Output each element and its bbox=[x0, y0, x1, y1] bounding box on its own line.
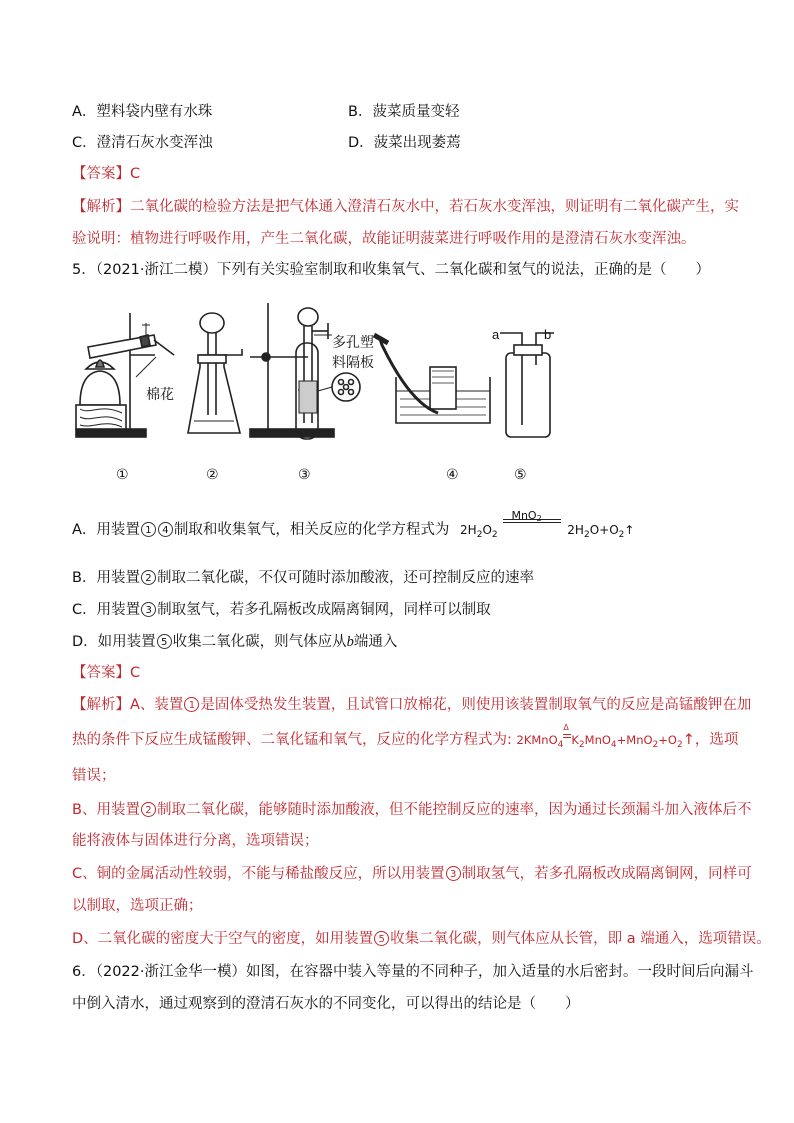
opt-a-pre: A．用装置 bbox=[72, 522, 140, 538]
label-a: a bbox=[492, 327, 500, 342]
b1-post: 制取二氧化碳，能够随时添加酸液，但不能控制反应的速率，因为通过长颈漏斗加入液体后不 bbox=[156, 802, 752, 818]
q5-analysis-b1 bbox=[72, 800, 751, 820]
q5-analysis-c1 bbox=[72, 864, 752, 884]
label-plate-2: 料隔板 bbox=[332, 354, 374, 370]
a1-pre: A、装置 bbox=[130, 697, 184, 713]
q6-stem-line1: 6．（2022·浙江金华一模）如图，在容器中装入等量的不同种子，加入适量的水后密封。一段时间后向漏斗 bbox=[72, 964, 754, 980]
q5-stem: 5．（2021·浙江二模）下列有关实验室制取和收集氧气、二氧化碳和氢气的说法，正确的是（ ） bbox=[72, 262, 710, 278]
fig-number-3: ③ bbox=[298, 467, 311, 483]
answer-label: 【答案】 bbox=[72, 166, 130, 182]
answer-value: C bbox=[130, 665, 141, 681]
eq3s: 4 bbox=[610, 740, 617, 750]
d1-pre: D、二氧化碳的密度大于空气的密度，如用装置 bbox=[72, 931, 374, 947]
q4-option-d: D．菠菜出现萎蔫 bbox=[348, 135, 461, 151]
q4-option-b: B．菠菜质量变轻 bbox=[348, 104, 460, 120]
fig-number-5: ⑤ bbox=[514, 467, 527, 483]
delta: Δ bbox=[563, 723, 569, 732]
eq4s: 2 bbox=[652, 740, 659, 750]
eq1s: 4 bbox=[557, 740, 564, 750]
opt-b-post: 制取二氧化碳，不仅可随时添加酸液，还可控制反应的速率 bbox=[156, 570, 534, 586]
analysis-label: 【解析】 bbox=[72, 199, 130, 215]
d1-post: 收集二氧化碳，则气体应从长管，即 a 端通入，选项错误。 bbox=[390, 931, 771, 947]
eq-r1: 2H bbox=[567, 523, 584, 537]
eq-l1: 2H bbox=[460, 523, 477, 537]
opt-d-b: b bbox=[346, 634, 354, 650]
q5-analysis-b2: 能将液体与固体进行分离，选项错误； bbox=[72, 833, 319, 849]
opt-d-mid: 收集二氧化碳，则气体应从 bbox=[172, 634, 347, 650]
q5-answer bbox=[72, 663, 140, 683]
q4-answer bbox=[72, 164, 140, 184]
delta-arrow bbox=[563, 723, 571, 750]
fig-number-4: ④ bbox=[446, 467, 459, 483]
eq4: +MnO bbox=[616, 733, 653, 747]
apparatus-5 bbox=[500, 333, 554, 437]
eq2s: 2 bbox=[578, 740, 585, 750]
fig-number-1: ① bbox=[116, 467, 129, 483]
apparatus-2 bbox=[188, 313, 242, 433]
q5-analysis-c2: 以制取，选项正确； bbox=[72, 898, 203, 914]
q5-option-d bbox=[72, 632, 397, 652]
catalyst-sub: 2 bbox=[536, 514, 542, 523]
circled-1: 1 bbox=[141, 522, 156, 537]
label-plate-1: 多孔塑 bbox=[332, 334, 374, 350]
eq3: MnO bbox=[584, 733, 611, 747]
q5-analysis-d1 bbox=[72, 929, 771, 949]
eq-r3: O+O bbox=[589, 523, 619, 537]
label-b: b bbox=[544, 327, 552, 342]
q5-analysis-a2 bbox=[72, 723, 739, 755]
q6-stem-line2: 中倒入清水，通过观察到的澄清石灰水的不同变化，可以得出的结论是（ ） bbox=[72, 996, 580, 1012]
b1-pre: B、用装置 bbox=[72, 802, 140, 818]
eq6: ↑，选项 bbox=[682, 732, 739, 748]
c1-pre: C、铜的金属活动性较弱，不能与稀盐酸反应，所以用装置 bbox=[72, 866, 445, 882]
eq-catalyst bbox=[511, 506, 541, 529]
apparatus-figure bbox=[70, 295, 570, 485]
eq-r5: ↑ bbox=[624, 523, 635, 537]
q4-analysis-line1 bbox=[72, 197, 739, 217]
apparatus-1 bbox=[76, 313, 174, 437]
kmno4-equation bbox=[516, 723, 683, 750]
circled-3: 3 bbox=[141, 602, 156, 617]
circled-4: 4 bbox=[158, 522, 173, 537]
apparatus-4 bbox=[374, 335, 490, 423]
circled-5: 5 bbox=[157, 634, 172, 649]
eq-l4: 2 bbox=[491, 530, 498, 540]
eq-r4: 2 bbox=[618, 530, 625, 540]
apparatus-3 bbox=[250, 303, 360, 439]
circled-3: 3 bbox=[446, 866, 461, 881]
eq-r2: 2 bbox=[583, 530, 590, 540]
q4-analysis-line2: 验说明：植物进行呼吸作用，产生二氧化碳，故能证明菠菜进行呼吸作用的是澄清石灰水变浑浊。 bbox=[72, 231, 696, 247]
a1-post: 是固体受热发生装置，且试管口放棉花，则使用该装置制取氧气的反应是高锰酸钾在加 bbox=[200, 697, 752, 713]
circled-2: 2 bbox=[141, 802, 156, 817]
opt-d-pre: D．如用装置 bbox=[72, 634, 156, 650]
eq-arrow bbox=[503, 509, 561, 540]
q5-option-c bbox=[72, 600, 491, 620]
opt-a-post: 制取和收集氧气，相关反应的化学方程式为 bbox=[173, 522, 450, 538]
eq2: K bbox=[571, 733, 579, 747]
q5-option-b bbox=[72, 568, 534, 588]
q5-analysis-a1 bbox=[72, 695, 751, 715]
c1-post: 制取氢气，若多孔隔板改成隔离铜网，同样可 bbox=[461, 866, 752, 882]
q4-option-a: A．塑料袋内壁有水珠 bbox=[72, 104, 213, 120]
q5-analysis-a3: 错误； bbox=[72, 768, 116, 784]
eq5: +O bbox=[658, 733, 677, 747]
circled-2: 2 bbox=[141, 570, 156, 585]
q5-option-a bbox=[72, 509, 635, 545]
eq5s: 2 bbox=[676, 740, 683, 750]
answer-label: 【答案】 bbox=[72, 665, 130, 681]
catalyst: MnO bbox=[511, 509, 537, 522]
analysis-text: 二氧化碳的检验方法是把气体通入澄清石灰水中，若石灰水变浑浊，则证明有二氧化碳产生，实 bbox=[130, 199, 739, 215]
a2-pre: 热的条件下反应生成锰酸钾、二氧化锰和氧气，反应的化学方程式为: bbox=[72, 732, 512, 748]
label-cotton: 棉花 bbox=[146, 386, 174, 402]
circled-1: 1 bbox=[184, 697, 199, 712]
eq-l3: O bbox=[482, 523, 492, 537]
eq1: 2KMnO bbox=[516, 733, 558, 747]
opt-d-post: 端通入 bbox=[353, 634, 398, 650]
equation-h2o2 bbox=[460, 509, 635, 540]
q4-option-c: C．澄清石灰水变浑浊 bbox=[72, 135, 213, 151]
answer-value: C bbox=[130, 166, 141, 182]
opt-c-post: 制取氢气，若多孔隔板改成隔离铜网，同样可以制取 bbox=[157, 602, 491, 618]
circled-5: 5 bbox=[374, 931, 389, 946]
opt-c-pre: C．用装置 bbox=[72, 602, 141, 618]
eq-l2: 2 bbox=[476, 530, 483, 540]
fig-number-2: ② bbox=[206, 467, 219, 483]
analysis-label: 【解析】 bbox=[72, 697, 130, 713]
opt-b-pre: B．用装置 bbox=[72, 570, 140, 586]
